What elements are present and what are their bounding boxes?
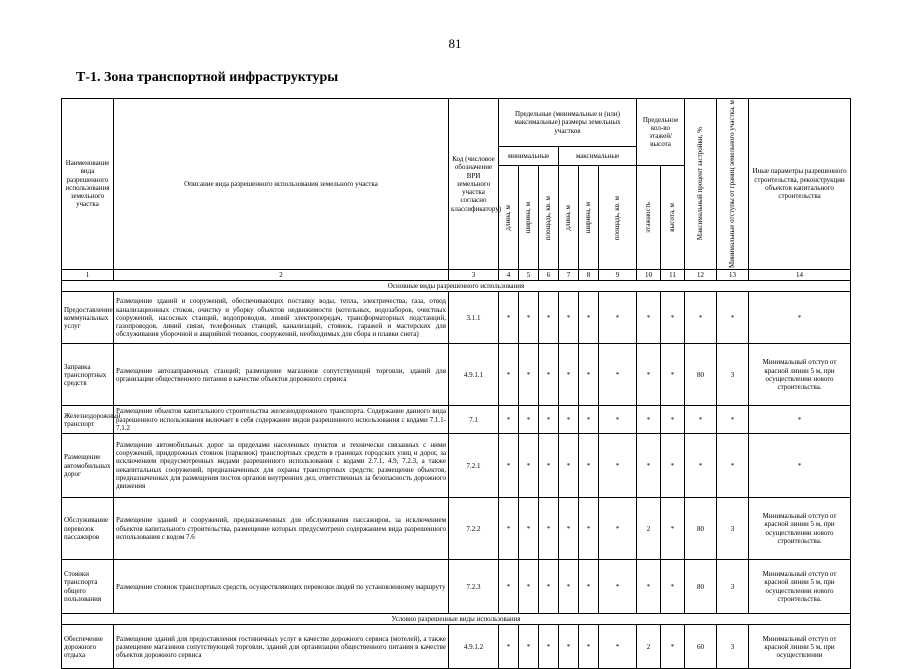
parameter-value-cell: *	[661, 434, 685, 498]
parameter-value-cell: *	[519, 625, 539, 669]
group-main-row	[62, 281, 851, 292]
parameter-value-cell: *	[599, 406, 637, 434]
parameter-value-cell: *	[717, 406, 749, 434]
header-max-area: площадь, кв. м	[599, 166, 637, 270]
table-row	[62, 625, 851, 669]
column-number: 8	[579, 269, 599, 280]
parameter-value-cell: *	[499, 625, 519, 669]
parameter-value-cell: *	[499, 406, 519, 434]
parameter-value-cell: *	[559, 344, 579, 406]
parameter-value-cell: 3	[717, 625, 749, 669]
parameter-value-cell: *	[519, 498, 539, 560]
parameter-value-cell: 80	[685, 560, 717, 614]
use-description-cell: Размещение автомобильных дорог за пределами населенных пунктов и технически связанных с ними сооружений, придорожных стоянок (парковок) транспортных средств в границах городских улиц и дорог, за исключением предусмотренных видами разрешенного использования с кодами 2.7.1, 4.9, 7.2.3, а также некапитальных сооружений, предназначенных для охраны транспортных средств; размещение объектов, предназначенных для размещения постов органов внутренних дел, ответственных за безопасность дорожного движения	[114, 434, 449, 498]
column-number: 3	[449, 269, 499, 280]
page-number: 81	[448, 36, 462, 51]
header-height: высота, м	[661, 166, 685, 270]
use-name-cell: Железнодорожный транспорт	[62, 406, 114, 434]
parameter-value-cell: *	[539, 434, 559, 498]
header-max: максимальные	[559, 146, 637, 165]
parameter-value-cell: *	[661, 560, 685, 614]
parameter-value-cell: *	[685, 406, 717, 434]
use-name-cell: Заправка транспортных средств	[62, 344, 114, 406]
column-number: 1	[62, 269, 114, 280]
use-description-cell: Размещение зданий и сооружений, обеспечивающих поставку воды, тепла, электричества, газа, отвод канализационных стоков, очистку и уборку объектов недвижимости (котельных, водозаборов, очистных сооружений, насосных станций, водопроводов, линий электропередач, трансформаторных подстанций, газопроводов, линий связи, телефонных станций, канализаций, стоянок, гаражей и мастерских для обслуживания уборочной и аварийной техники, сооружений, необходимых для сбора и плавки снега)	[114, 292, 449, 344]
header-max-length: длина, м	[559, 166, 579, 270]
other-parameters-cell: *	[749, 406, 851, 434]
parameter-value-cell: *	[579, 434, 599, 498]
parameter-value-cell: *	[717, 434, 749, 498]
header-floors: Предельное кол-во этажей/высота	[637, 99, 685, 166]
use-code-cell: 7.2.2	[449, 498, 499, 560]
parameter-value-cell: *	[661, 406, 685, 434]
parameter-value-cell: *	[637, 434, 661, 498]
parameter-value-cell: *	[539, 292, 559, 344]
column-number: 9	[599, 269, 637, 280]
parameter-value-cell: *	[559, 498, 579, 560]
header-name: Наименование вида разрешенного использования земельного участка	[62, 99, 114, 270]
use-name-cell: Обеспечение дорожного отдыха	[62, 625, 114, 669]
parameter-value-cell: *	[539, 498, 559, 560]
header-max-width: ширина, м	[579, 166, 599, 270]
group-main-title: Основные виды разрешенного использования	[62, 281, 851, 292]
table-row	[62, 498, 851, 560]
group-conditional-row	[62, 614, 851, 625]
parameter-value-cell: *	[685, 292, 717, 344]
parameter-value-cell: *	[499, 560, 519, 614]
parameter-value-cell: *	[599, 292, 637, 344]
parameter-value-cell: 3	[717, 344, 749, 406]
header-setbacks: Минимальные отступы от границ земельного участка, м	[717, 99, 749, 270]
group-conditional-title: Условно разрешенные виды использования	[62, 614, 851, 625]
parameter-value-cell: *	[499, 434, 519, 498]
parameter-value-cell: *	[579, 625, 599, 669]
header-min-width: ширина, м	[519, 166, 539, 270]
zone-table	[61, 98, 851, 669]
header-code: Код (числовое обозначение ВРИ земельного участка согласно классификатору)	[449, 99, 499, 270]
parameter-value-cell: *	[599, 498, 637, 560]
parameter-value-cell: *	[559, 406, 579, 434]
use-code-cell: 7.1	[449, 406, 499, 434]
use-description-cell: Размещение объектов капитального строительства железнодорожного транспорта. Содержание данного вида разрешенного использования включает в себя содержание видов разрешенного использования с кодами 7.1.1-7.1.2	[114, 406, 449, 434]
header-other: Иные параметры разрешенного строительства, реконструкции объектов капитального строительства	[749, 99, 851, 270]
use-description-cell: Размещение зданий для предоставления гостиничных услуг в качестве дорожного сервиса (мотелей), а также размещение магазинов сопутствующей торговли, зданий для организации общественного питания в качестве объектов дорожного сервиса	[114, 625, 449, 669]
parameter-value-cell: *	[579, 560, 599, 614]
column-number: 5	[519, 269, 539, 280]
parameter-value-cell: *	[599, 625, 637, 669]
parameter-value-cell: 3	[717, 498, 749, 560]
parameter-value-cell: *	[519, 434, 539, 498]
use-code-cell: 7.2.1	[449, 434, 499, 498]
column-number: 4	[499, 269, 519, 280]
column-number: 12	[685, 269, 717, 280]
parameter-value-cell: *	[559, 434, 579, 498]
parameter-value-cell: 80	[685, 498, 717, 560]
column-number: 11	[661, 269, 685, 280]
parameter-value-cell: *	[539, 625, 559, 669]
parameter-value-cell: *	[637, 406, 661, 434]
column-number-row	[62, 269, 851, 280]
table-row	[62, 344, 851, 406]
parameter-value-cell: *	[519, 344, 539, 406]
parameter-value-cell: *	[579, 344, 599, 406]
column-number: 13	[717, 269, 749, 280]
other-parameters-cell: Минимальный отступ от красной линии 5 м, при осуществлении	[749, 625, 851, 669]
parameter-value-cell: 3	[717, 560, 749, 614]
use-code-cell: 4.9.1.2	[449, 625, 499, 669]
parameter-value-cell: *	[559, 625, 579, 669]
column-number: 14	[749, 269, 851, 280]
use-description-cell: Размещение зданий и сооружений, предназначенных для обслуживания пассажиров, за исключением объектов капитального строительства, размещение которых предусмотрено содержанием вида разрешенного использования с кодом 7.6	[114, 498, 449, 560]
parameter-value-cell: *	[539, 344, 559, 406]
other-parameters-cell: Минимальный отступ от красной линии 5 м, при осуществлении нового строительства.	[749, 560, 851, 614]
header-description: Описание вида разрешенного использования земельного участка	[114, 99, 449, 270]
parameter-value-cell: *	[559, 292, 579, 344]
parameter-value-cell: *	[559, 560, 579, 614]
table-row	[62, 292, 851, 344]
table-row	[62, 434, 851, 498]
parameter-value-cell: *	[539, 560, 559, 614]
table-row	[62, 560, 851, 614]
parameter-value-cell: *	[539, 406, 559, 434]
parameter-value-cell: *	[579, 292, 599, 344]
parameter-value-cell: *	[685, 434, 717, 498]
header-min: минимальные	[499, 146, 559, 165]
other-parameters-cell: Минимальный отступ от красной линии 5 м, при осуществлении нового строительства.	[749, 498, 851, 560]
use-name-cell: Стоянки транспорта общего пользования	[62, 560, 114, 614]
use-description-cell: Размещение стоянок транспортных средств, осуществляющих перевозки людей по установленному маршруту	[114, 560, 449, 614]
parameter-value-cell: *	[519, 406, 539, 434]
parameter-value-cell: *	[599, 344, 637, 406]
other-parameters-cell: *	[749, 292, 851, 344]
parameter-value-cell: *	[637, 344, 661, 406]
parameter-value-cell: *	[499, 292, 519, 344]
use-code-cell: 3.1.1	[449, 292, 499, 344]
parameter-value-cell: *	[499, 498, 519, 560]
parameter-value-cell: 60	[685, 625, 717, 669]
parameter-value-cell: *	[661, 292, 685, 344]
parameter-value-cell: *	[661, 625, 685, 669]
parameter-value-cell: *	[717, 292, 749, 344]
parameter-value-cell: 80	[685, 344, 717, 406]
column-number: 6	[539, 269, 559, 280]
parameter-value-cell: *	[599, 434, 637, 498]
parameter-value-cell: *	[661, 498, 685, 560]
column-number: 10	[637, 269, 661, 280]
parameter-value-cell: *	[637, 560, 661, 614]
use-name-cell: Размещение автомобильных дорог	[62, 434, 114, 498]
use-code-cell: 7.2.3	[449, 560, 499, 614]
parameter-value-cell: 2	[637, 625, 661, 669]
parameter-value-cell: *	[519, 292, 539, 344]
other-parameters-cell: *	[749, 434, 851, 498]
parameter-value-cell: 2	[637, 498, 661, 560]
section-title: Т-1. Зона транспортной инфраструктуры	[76, 70, 339, 85]
use-code-cell: 4.9.1.1	[449, 344, 499, 406]
header-min-area: площадь, кв. м	[539, 166, 559, 270]
parameter-value-cell: *	[637, 292, 661, 344]
table-row	[62, 406, 851, 434]
use-name-cell: Обслуживание перевозок пассажиров	[62, 498, 114, 560]
parameter-value-cell: *	[499, 344, 519, 406]
header-sizes: Предельные (минимальные и (или) максимальные) размеры земельных участков	[499, 99, 637, 147]
column-number: 7	[559, 269, 579, 280]
parameter-value-cell: *	[599, 560, 637, 614]
parameter-value-cell: *	[661, 344, 685, 406]
use-name-cell: Предоставление коммунальных услуг	[62, 292, 114, 344]
header-min-length: длина, м	[499, 166, 519, 270]
column-number: 2	[114, 269, 449, 280]
header-floors-count: этажность	[637, 166, 661, 270]
other-parameters-cell: Минимальный отступ от красной линии 5 м, при осуществлении нового строительства.	[749, 344, 851, 406]
use-description-cell: Размещение автозаправочных станций; размещение магазинов сопутствующей торговли, зданий для организации общественного питания в качестве объектов дорожного сервиса	[114, 344, 449, 406]
parameter-value-cell: *	[579, 406, 599, 434]
header-max-percent: Максимальный процент застройки, %	[685, 99, 717, 270]
parameter-value-cell: *	[519, 560, 539, 614]
parameter-value-cell: *	[579, 498, 599, 560]
